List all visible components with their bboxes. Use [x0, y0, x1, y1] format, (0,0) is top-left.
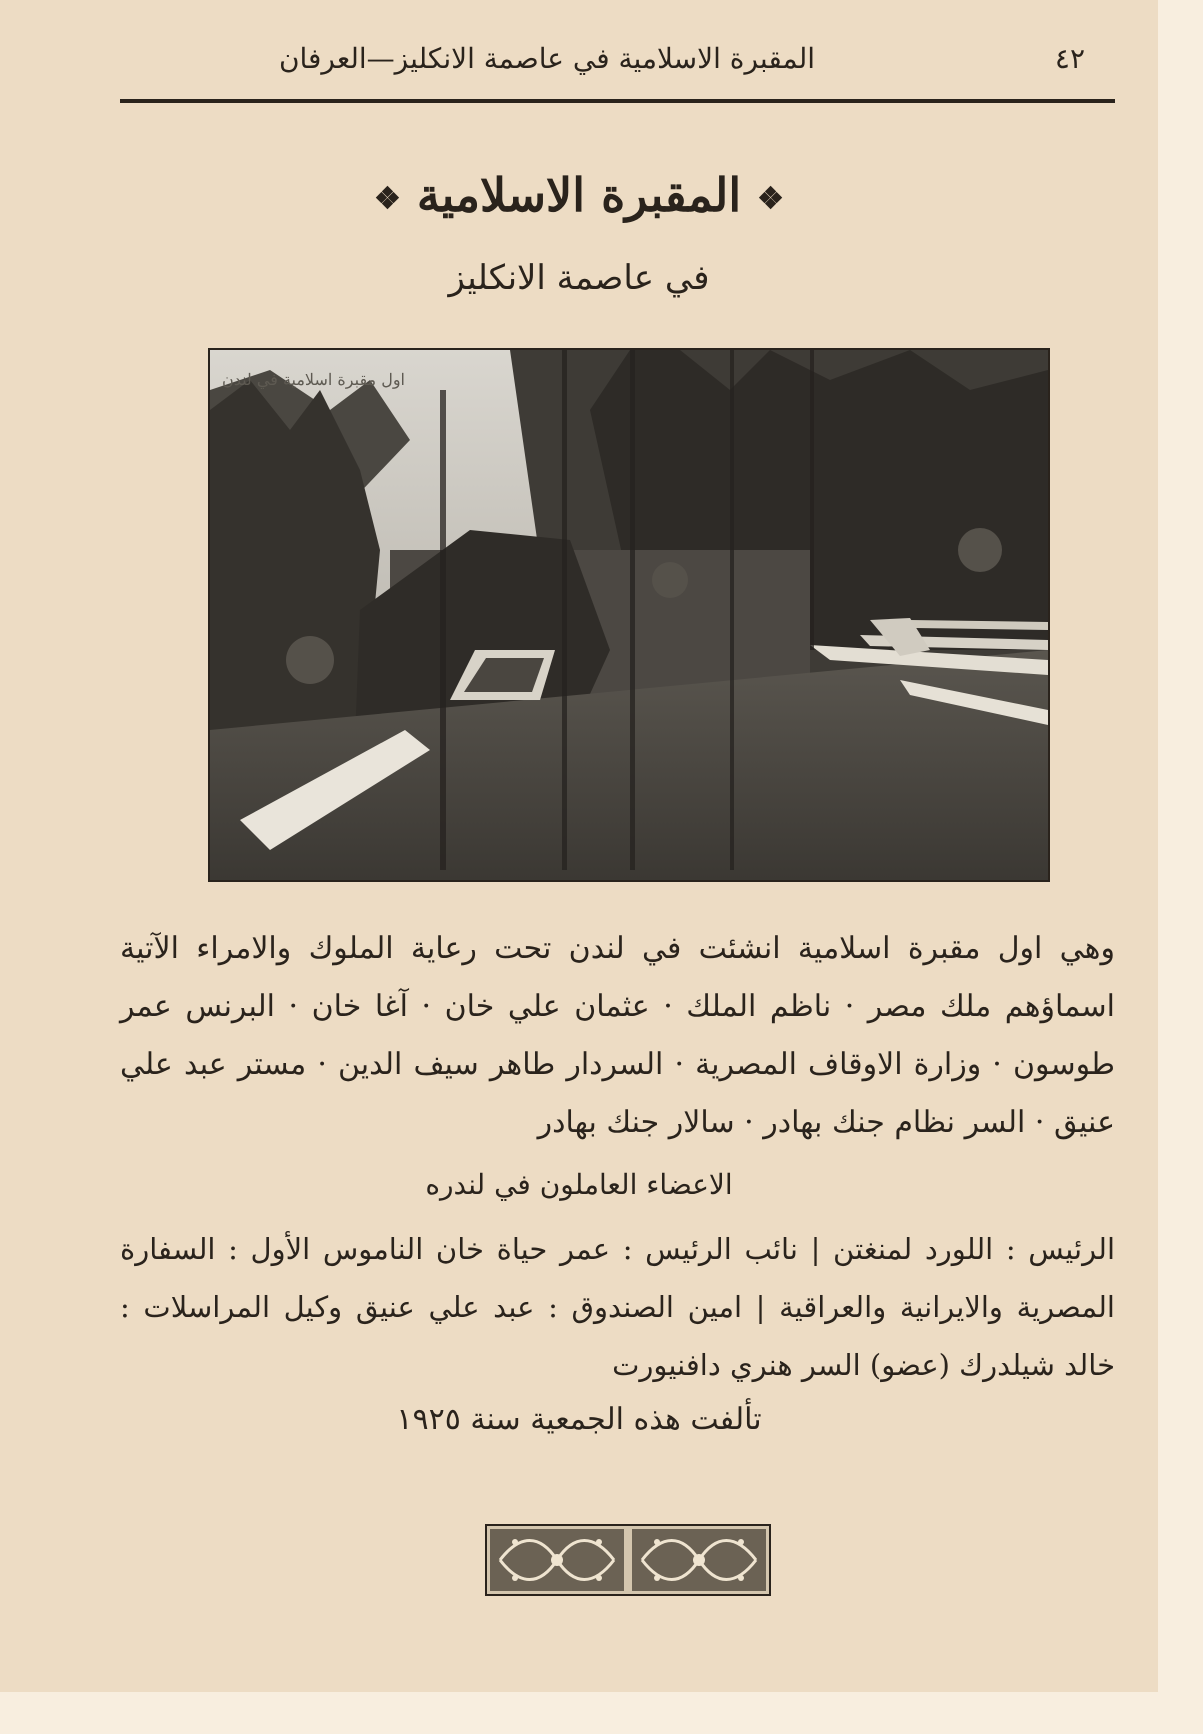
page-margin: [1158, 0, 1203, 1734]
founding-note: تألفت هذه الجمعية سنة ١٩٢٥: [396, 1402, 762, 1437]
members-heading: الاعضاء العاملون في لندره: [425, 1168, 733, 1201]
header-rule: [120, 99, 1115, 103]
page-margin: [0, 1692, 1158, 1734]
page-number: ٤٢: [1054, 42, 1085, 75]
photo-inscription: اول مقبرة اسلامية في لندن: [221, 370, 405, 389]
ornament-icon: ❖: [373, 181, 401, 217]
article-title: [0, 168, 1158, 222]
article-body: وهي اول مقبرة اسلامية انشئت في لندن تحت رعاية الملوك والامراء الآتية اسماؤهم ملك مصر · ناظم الملك · عثمان علي خان · آغا خان · البرنس عمر طوسون · وزارة الاوقاف المصرية · السردار طاهر سيف الدين · مستر عبد علي عنيق · السر نظام جنك بهادر · سالار جنك بهادر: [120, 931, 1115, 1140]
ornament-icon: ❖: [757, 181, 785, 217]
decorative-tailpiece: [485, 1524, 771, 1596]
running-header: [120, 36, 1085, 86]
cemetery-photograph: [208, 348, 1050, 882]
running-title: المقبرة الاسلامية في عاصمة الانكليز—العرفان: [278, 42, 815, 75]
officers-list: الرئيس : اللورد لمنغتن | نائب الرئيس : عمر حياة خان الناموس الأول : السفارة المصرية والايرانية والعراقية | امين الصندوق : عبد علي عنيق وكيل المراسلات : خالد شيلدرك (عضو) السر هنري دافنيورت: [120, 1232, 1115, 1382]
article-title-text: المقبرة الاسلامية: [416, 168, 742, 222]
article-subtitle: في عاصمة الانكليز: [448, 258, 710, 298]
